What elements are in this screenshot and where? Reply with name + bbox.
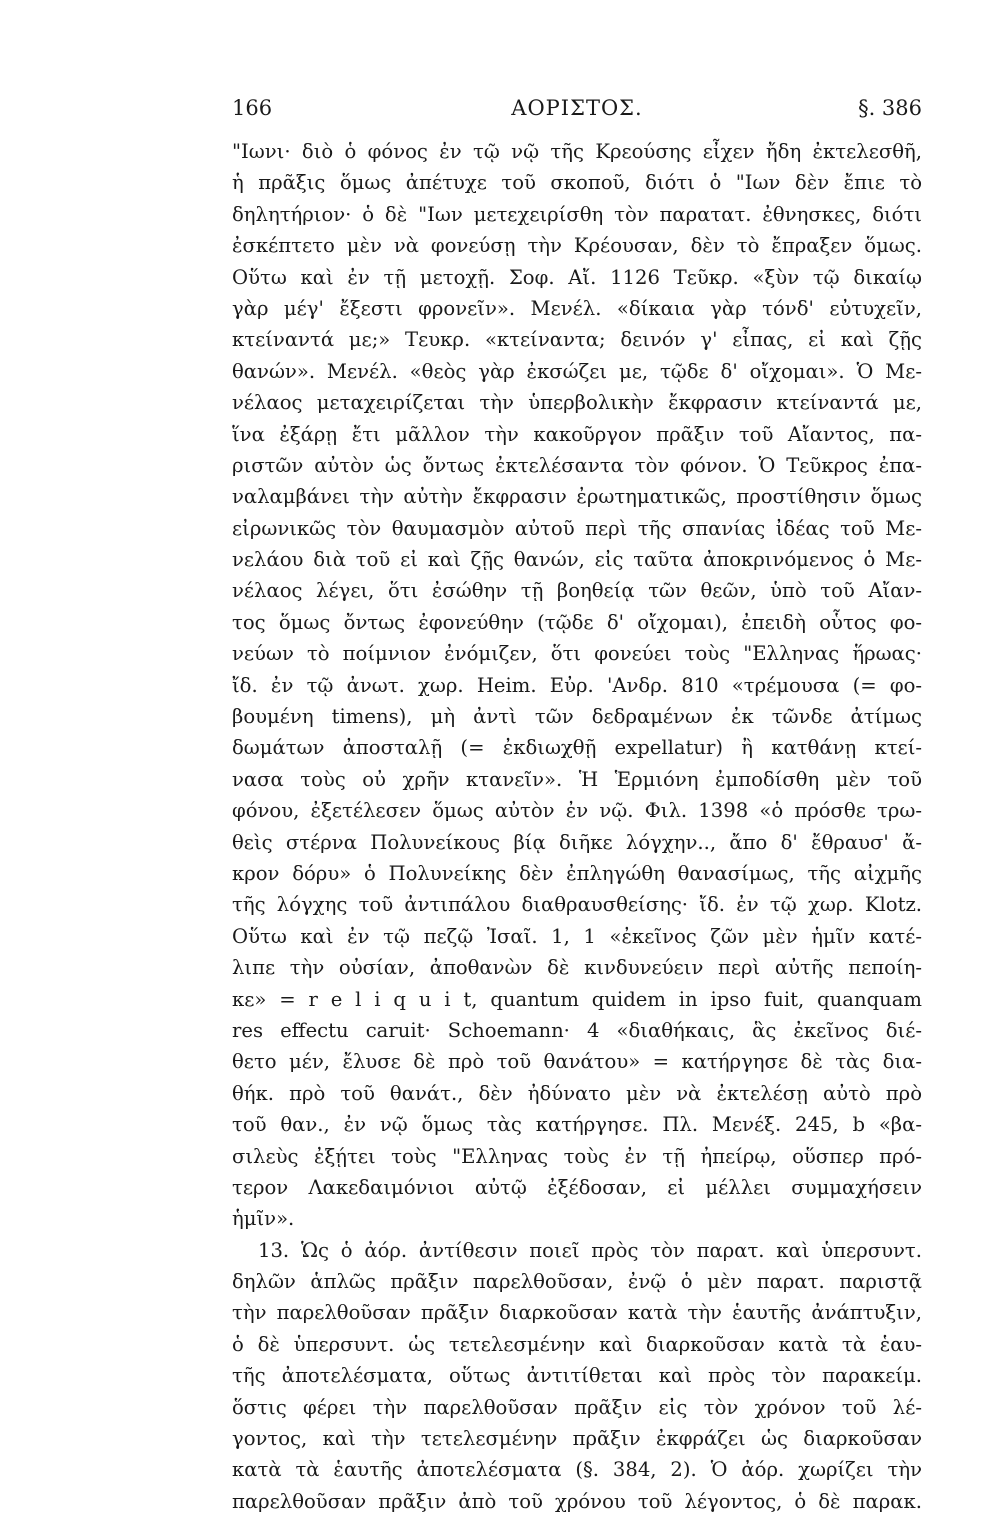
- text-line: γὰρ μέγ' ἔξεστι φρονεῖν». Μενέλ. «δίκαια γὰρ τόνδ' εὐτυχεῖν,: [232, 296, 922, 320]
- text-line: λιπε τὴν οὐσίαν, ἀποθανὼν δὲ κινδυνεύειν περὶ αὐτῆς πεποίη-: [232, 956, 922, 980]
- text-line: ἵνα ἐξάρῃ ἔτι μᾶλλον τὴν κακοῦργον πρᾶξιν τοῦ Αἴαντος, πα-: [232, 422, 922, 446]
- text-line: ριστῶν αὐτὸν ὡς ὄντως ἐκτελέσαντα τὸν φόνον. Ὁ Τεῦκρος ἐπα-: [232, 453, 922, 477]
- text-line: ἴδ. ἐν τῷ ἀνωτ. χωρ. Heim. Εὐρ. 'Ανδρ. 810 «τρέμουσα (= φο-: [232, 673, 922, 697]
- text-line: res effectu caruit· Schoemann· 4 «διαθήκαις, ἃς ἐκεῖνος διέ-: [232, 1018, 922, 1042]
- text-line: τῆς ἀποτελέσματα, οὕτως ἀντιτίθεται καὶ πρὸς τὸν παρακείμ.: [232, 1364, 922, 1388]
- text-line: τος ὅμως ὄντως ἐφονεύθην (τῷδε δ' οἴχομαι), ἐπειδὴ οὗτος φο-: [232, 610, 922, 634]
- text-line: κτείναντά με;» Τευκρ. «κτείναντα; δεινόν γ' εἶπας, εἰ καὶ ζῇς: [232, 328, 922, 352]
- text-line: παρελθοῦσαν πρᾶξιν ἀπὸ τοῦ χρόνου τοῦ λέγοντος, ὁ δὲ παρακ.: [232, 1489, 922, 1513]
- text-line: δωμάτων ἀποσταλῇ (= ἐκδιωχθῇ expellatur) ἢ κατθάνῃ κτεί-: [232, 736, 922, 760]
- text-line: ὅστις φέρει τὴν παρελθοῦσαν πρᾶξιν εἰς τὸν χρόνον τοῦ λέ-: [232, 1395, 922, 1419]
- text-line: νέλαος λέγει, ὅτι ἐσώθην τῇ βοηθείᾳ τῶν θεῶν, ὑπὸ τοῦ Αἴαν-: [232, 579, 922, 603]
- text-line: τὴν παρελθοῦσαν πρᾶξιν διαρκοῦσαν κατὰ τὴν ἑαυτῆς ἀνάπτυξιν,: [232, 1301, 922, 1325]
- text-line: νασα τοὺς οὐ χρῆν κτανεῖν». Ἡ Ἑρμιόνη ἐμποδίσθη μὲν τοῦ: [232, 767, 922, 791]
- running-header: [232, 92, 922, 124]
- text-line: θεὶς στέρνα Πολυνείκους βίᾳ διῆκε λόγχην.., ἄπο δ' ἔθραυσ' ἄ-: [232, 830, 922, 854]
- text-line: νελάου διὰ τοῦ εἰ καὶ ζῇς θανών, εἰς ταῦτα ἀποκρινόμενος ὁ Με-: [232, 548, 922, 572]
- text-line: εἰρωνικῶς τὸν θαυμασμὸν αὐτοῦ περὶ τῆς σπανίας ἰδέας τοῦ Με-: [232, 516, 922, 540]
- section-number: §. 386: [858, 96, 922, 120]
- text-line: Οὕτω καὶ ἐν τῷ πεζῷ Ἰσαῖ. 1, 1 «ἐκεῖνος ζῶν μὲν ἡμῖν κατέ-: [232, 924, 922, 948]
- text-line: θανών». Μενέλ. «θεὸς γὰρ ἐκσώζει με, τῷδε δ' οἴχομαι». Ὁ Με-: [232, 359, 922, 383]
- text-line: γοντος, καὶ τὴν τετελεσμένην πρᾶξιν ἐκφράζει ὡς διαρκοῦσαν: [232, 1427, 922, 1451]
- text-line: ναλαμβάνει τὴν αὐτὴν ἔκφρασιν ἐρωτηματικῶς, προστίθησιν ὅμως: [232, 485, 922, 509]
- text-line: θήκ. πρὸ τοῦ θανάτ., δὲν ἠδύνατο μὲν νὰ ἐκτελέσῃ αὐτὸ πρὸ: [232, 1081, 922, 1105]
- text-line: "Ιωνι· διὸ ὁ φόνος ἐν τῷ νῷ τῆς Κρεούσης εἶχεν ἤδη ἐκτελεσθῆ,: [232, 140, 922, 163]
- text-line: δηλητήριον· ὁ δὲ "Ιων μετεχειρίσθη τὸν παρατατ. ἐθνησκες, διότι: [232, 202, 922, 226]
- text-line: ἡ πρᾶξις ὅμως ἀπέτυχε τοῦ σκοποῦ, διότι ὁ "Ιων δὲν ἔπιε τὸ: [232, 171, 922, 195]
- text-line: κρον δόρυ» ὁ Πολυνείκης δὲν ἐπληγώθη θανασίμως, τῆς αἰχμῆς: [232, 861, 922, 885]
- text-line: Οὕτω καὶ ἐν τῇ μετοχῇ. Σοφ. Αἴ. 1126 Τεῦκρ. «ξὺν τῷ δικαίῳ: [232, 265, 922, 289]
- running-title: ΑΟΡΙΣΤΟΣ.: [511, 96, 643, 120]
- text-line: ἡμῖν».: [232, 1207, 295, 1231]
- text-line: βουμένη timens), μὴ ἀντὶ τῶν δεδραμένων ἐκ τῶνδε ἀτίμως: [232, 705, 922, 729]
- text-line: νέλαος μεταχειρίζεται τὴν ὑπερβολικὴν ἔκφρασιν κτείναντά με,: [232, 391, 922, 415]
- text-line: δηλῶν ἁπλῶς πρᾶξιν παρελθοῦσαν, ἐνῷ ὁ μὲν παρατ. παριστᾷ: [232, 1270, 922, 1294]
- text-line: ὁ δὲ ὑπερσυντ. ὡς τετελεσμένην καὶ διαρκοῦσαν κατὰ τὰ ἑαυ-: [232, 1332, 922, 1356]
- text-line: ἐσκέπτετο μὲν νὰ φονεύσῃ τὴν Κρέουσαν, δὲν τὸ ἔπραξεν ὅμως.: [232, 234, 922, 258]
- text-line: κε» = r e l i q u i t, quantum quidem in ipso fuit, quanquam: [232, 987, 922, 1011]
- text-line: σιλεὺς ἐξῄτει τοὺς "Ελληνας τοὺς ἐν τῇ ἠπείρῳ, οὕσπερ πρό-: [232, 1144, 922, 1168]
- text-line: κατὰ τὰ ἑαυτῆς ἀποτελέσματα (§. 384, 2). Ὁ ἀόρ. χωρίζει τὴν: [232, 1458, 922, 1482]
- paragraph-start-line: 13. Ὡς ὁ ἀόρ. ἀντίθεσιν ποιεῖ πρὸς τὸν παρατ. καὶ ὑπερσυντ.: [258, 1238, 922, 1262]
- text-line: τερον Λακεδαιμόνιοι αὐτῷ ἐξέδοσαν, εἰ μέλλει συμμαχήσειν: [232, 1175, 922, 1199]
- body-text: [232, 136, 922, 1517]
- text-line: τῆς λόγχης τοῦ ἀντιπάλου διαθραυσθείσης· ἴδ. ἐν τῷ χωρ. Klotz.: [232, 893, 922, 917]
- text-line: τοῦ θαν., ἐν νῷ ὅμως τὰς κατήργησε. Πλ. Μενέξ. 245, b «βα-: [232, 1113, 922, 1137]
- text-line: φόνου, ἐξετέλεσεν ὅμως αὐτὸν ἐν νῷ. Φιλ. 1398 «ὁ πρόσθε τρω-: [232, 799, 922, 823]
- text-line: θετο μέν, ἔλυσε δὲ πρὸ τοῦ θανάτου» = κατήργησε δὲ τὰς δια-: [232, 1050, 922, 1074]
- text-line: νεύων τὸ ποίμνιον ἐνόμιζεν, ὅτι φονεύει τοὺς "Ελληνας ἥρωας·: [232, 642, 922, 666]
- page-number: 166: [232, 96, 273, 120]
